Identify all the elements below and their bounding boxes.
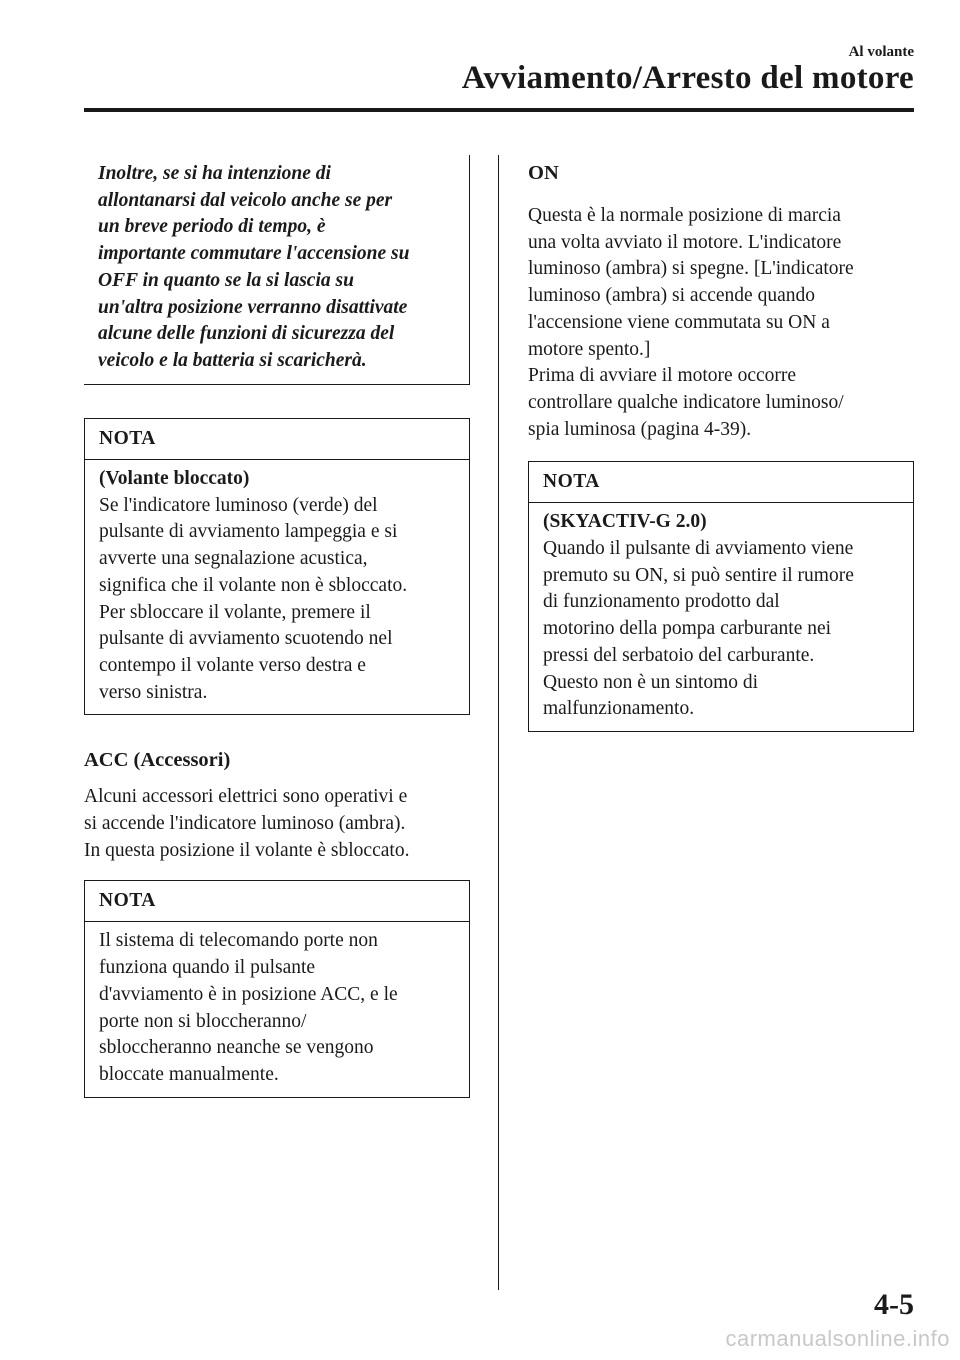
acc-heading: ACC (Accessori) <box>84 749 231 772</box>
note-line: bloccate manualmente. <box>99 1063 279 1085</box>
note-body <box>85 460 469 714</box>
para-line: Alcuni accessori elettrici sono operativi e <box>84 786 408 808</box>
left-column <box>84 155 470 1098</box>
para-line: luminoso (ambra) si accende quando <box>528 285 815 307</box>
note-label: NOTA <box>85 881 469 922</box>
header-rule <box>84 108 914 112</box>
note-body <box>85 922 469 1096</box>
note-line: porte non si bloccheranno/ <box>99 1010 307 1032</box>
para-line: motore spento.] <box>528 338 651 360</box>
note-line: Per sbloccare il volante, premere il <box>99 601 371 623</box>
note-line: Il sistema di telecomando porte non <box>99 930 378 952</box>
note-line: verso sinistra. <box>99 681 208 703</box>
on-paragraph <box>528 203 914 443</box>
para-line: In questa posizione il volante è sbloccato. <box>84 839 410 861</box>
acc-paragraph <box>84 784 470 864</box>
page-title: Avviamento/Arresto del motore <box>461 60 914 96</box>
note-box-steering <box>84 418 470 715</box>
para-line: luminoso (ambra) si spegne. [L'indicatore <box>528 258 854 280</box>
note-line: motorino della pompa carburante nei <box>543 618 832 640</box>
para-line: si accende l'indicatore luminoso (ambra). <box>84 813 406 835</box>
on-heading: ON <box>528 162 559 184</box>
note-line: Quando il pulsante di avviamento viene <box>543 538 854 560</box>
note-line: pulsante di avviamento scuotendo nel <box>99 628 393 650</box>
note-line: avverte una segnalazione acustica, <box>99 548 368 570</box>
right-column <box>528 155 914 732</box>
note-line: Se l'indicatore luminoso (verde) del <box>99 494 378 516</box>
warning-line: un breve periodo di tempo, è <box>98 216 326 238</box>
warning-line: allontanarsi dal veicolo anche se per <box>98 189 393 211</box>
note-line: funziona quando il pulsante <box>99 957 316 979</box>
column-divider <box>498 155 499 1290</box>
note-line: significa che il volante non è sbloccato. <box>99 574 408 596</box>
para-line: Prima di avviare il motore occorre <box>528 365 797 387</box>
note-label: NOTA <box>529 462 913 503</box>
warning-line: Inoltre, se si ha intenzione di <box>98 163 331 184</box>
para-line: Questa è la normale posizione di marcia <box>528 205 841 226</box>
note-box-skyactiv <box>528 461 914 732</box>
para-line: controllare qualche indicatore luminoso/ <box>528 391 844 413</box>
warning-line: un'altra posizione verranno disattivate <box>98 296 408 318</box>
note-line: pressi del serbatoio del carburante. <box>543 644 815 666</box>
para-line: una volta avviato il motore. L'indicatore <box>528 231 842 253</box>
warning-line: OFF in quanto se la si lascia su <box>98 269 354 291</box>
warning-line: veicolo e la batteria si scaricherà. <box>98 349 367 371</box>
note-line: malfunzionamento. <box>543 698 695 720</box>
note-line: premuto su ON, si può sentire il rumore <box>543 564 854 586</box>
note-subtitle: (Volante bloccato) <box>99 468 250 489</box>
note-line: contempo il volante verso destra e <box>99 654 366 676</box>
page-number: 4-5 <box>874 1288 914 1321</box>
warning-line: importante commutare l'accensione su <box>98 243 410 265</box>
watermark: carmanualsonline.info <box>725 1326 950 1351</box>
section-label: Al volante <box>848 44 914 60</box>
warning-line: alcune delle funzioni di sicurezza del <box>98 323 395 345</box>
para-line: l'accensione viene commutata su ON a <box>528 311 830 333</box>
note-subtitle: (SKYACTIV-G 2.0) <box>543 511 707 533</box>
note-body <box>529 503 913 731</box>
note-line: Questo non è un sintomo di <box>543 671 759 693</box>
note-line: d'avviamento è in posizione ACC, e le <box>99 983 398 1005</box>
note-line: sbloccheranno neanche se vengono <box>99 1037 374 1059</box>
para-line: spia luminosa (pagina 4-39). <box>528 418 752 440</box>
note-box-acc <box>84 880 470 1097</box>
note-label: NOTA <box>85 419 469 460</box>
note-line: di funzionamento prodotto dal <box>543 591 780 613</box>
note-line: pulsante di avviamento lampeggia e si <box>99 521 398 543</box>
warning-box <box>84 155 470 385</box>
